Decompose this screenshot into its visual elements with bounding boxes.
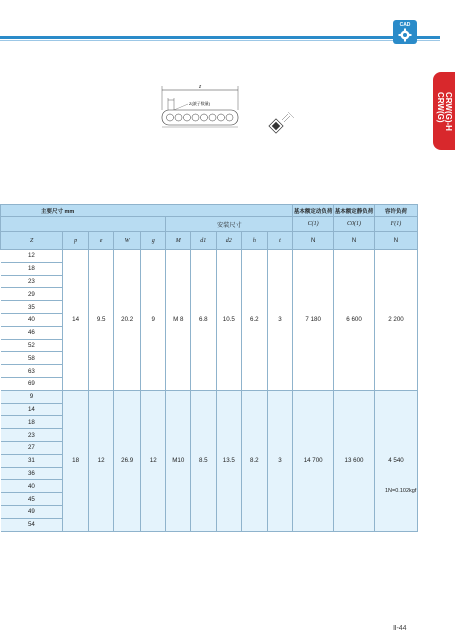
cell-h: 6.2	[242, 250, 268, 391]
table-row	[1, 390, 418, 403]
col-p: p	[63, 232, 89, 250]
cell-d1: 8.5	[191, 390, 217, 531]
cell-z: 54	[1, 518, 63, 531]
cell-z: 52	[1, 339, 63, 352]
cell-m: M 8	[166, 250, 191, 391]
unit-c0: N	[334, 232, 375, 250]
cell-z: 23	[1, 429, 63, 442]
cell-z: 23	[1, 275, 63, 288]
cell-z: 49	[1, 505, 63, 518]
diagram-z-label: Z	[198, 84, 202, 89]
unit-c: N	[293, 232, 334, 250]
col-g: g	[140, 232, 166, 250]
cell-w: 26.9	[114, 390, 141, 531]
cell-z: 14	[1, 403, 63, 416]
allow-load-header: 容许负荷	[374, 205, 417, 217]
static-load-header: 基本额定静负荷	[334, 205, 375, 217]
cad-badge[interactable]	[393, 20, 417, 44]
top-rule-thin	[0, 40, 440, 41]
col-d2: d2	[216, 232, 242, 250]
col-w: W	[114, 232, 141, 250]
cell-z: 18	[1, 416, 63, 429]
cell-z: 46	[1, 326, 63, 339]
cell-z: 18	[1, 262, 63, 275]
cell-z: 63	[1, 365, 63, 378]
cad-gear-icon	[398, 28, 412, 42]
row-group-2	[1, 390, 418, 531]
cell-z: 35	[1, 301, 63, 314]
col-h: h	[242, 232, 268, 250]
cell-z: 45	[1, 493, 63, 506]
cell-f: 2 200	[374, 250, 417, 391]
col-f: F(1)	[374, 217, 417, 232]
cell-z: 40	[1, 480, 63, 493]
unit-footnote: 1N=0.102kgf	[385, 488, 417, 494]
cell-p: 18	[63, 390, 89, 531]
cell-m: M10	[166, 390, 191, 531]
cell-t: 3	[267, 390, 293, 531]
cell-g: 9	[140, 250, 166, 391]
cell-g: 12	[140, 390, 166, 531]
col-z: Z	[1, 232, 63, 250]
col-c: C(1)	[293, 217, 334, 232]
cell-p: 14	[63, 250, 89, 391]
cell-c: 7 180	[293, 250, 334, 391]
cell-z: 9	[1, 390, 63, 403]
cell-z: 27	[1, 441, 63, 454]
main-dim-header: 主要尺寸 mm	[1, 205, 293, 217]
cell-z: 29	[1, 288, 63, 301]
cell-z: 58	[1, 352, 63, 365]
section-tab[interactable]	[433, 72, 455, 150]
row-group-1	[1, 250, 418, 391]
col-t: t	[267, 232, 293, 250]
cell-z: 40	[1, 313, 63, 326]
dynamic-load-header: 基本额定动负荷	[293, 205, 334, 217]
cell-h: 8.2	[242, 390, 268, 531]
cell-d1: 6.8	[191, 250, 217, 391]
cell-z: 36	[1, 467, 63, 480]
col-e: e	[88, 232, 114, 250]
header-spacer	[1, 217, 166, 232]
col-m: M	[166, 232, 191, 250]
cell-d2: 10.5	[216, 250, 242, 391]
cell-c: 14 700	[293, 390, 334, 531]
cell-z: 31	[1, 454, 63, 467]
cell-d2: 13.5	[216, 390, 242, 531]
cell-t: 3	[267, 250, 293, 391]
roller-cage-diagram	[160, 80, 300, 145]
top-rule	[0, 36, 440, 39]
cell-z: 69	[1, 377, 63, 390]
mounting-header: 安装尺寸	[166, 217, 293, 232]
cell-c0: 13 600	[334, 390, 375, 531]
cell-w: 20.2	[114, 250, 141, 391]
cell-e: 12	[88, 390, 114, 531]
cad-label: CAD	[399, 22, 411, 28]
section-tab-label: CRW(G)-H CRW(G)	[436, 91, 453, 131]
unit-f: N	[374, 232, 417, 250]
col-d1: d1	[191, 232, 217, 250]
cell-c0: 6 600	[334, 250, 375, 391]
cell-e: 9.5	[88, 250, 114, 391]
spec-table	[0, 204, 418, 532]
cell-z: 12	[1, 250, 63, 263]
table-row	[1, 250, 418, 263]
diagram-callout: Z(滚子数量)	[189, 101, 211, 106]
col-c0: C0(1)	[334, 217, 375, 232]
page-number: Ⅱ-44	[393, 625, 407, 632]
cell-f: 4 540	[374, 390, 417, 531]
